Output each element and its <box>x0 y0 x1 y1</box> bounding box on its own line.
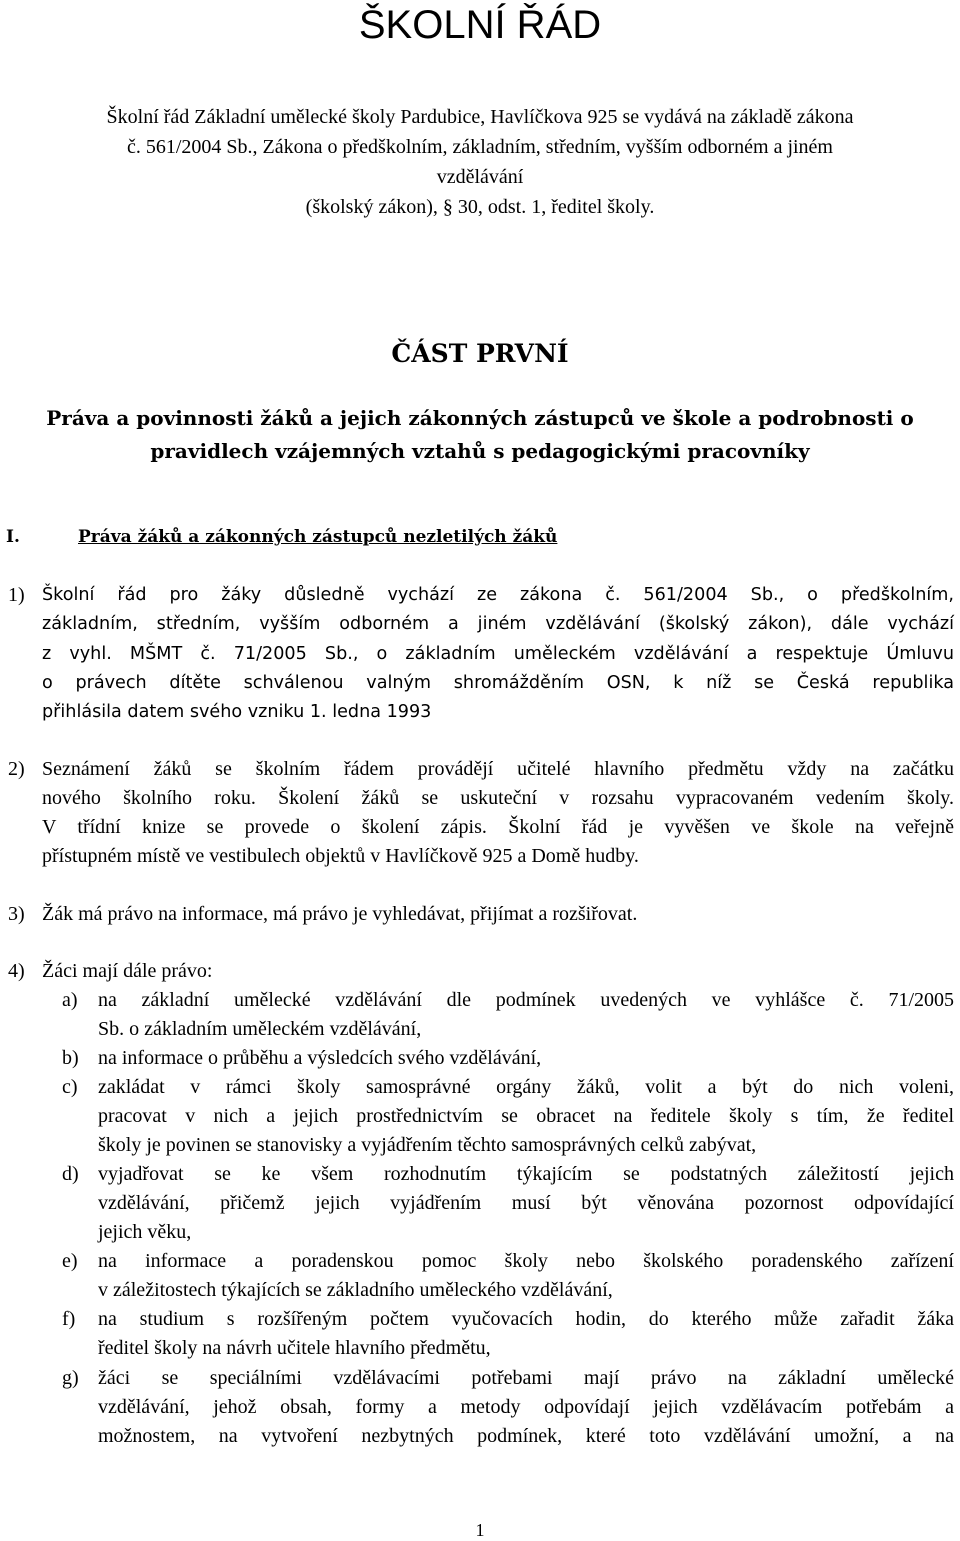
list-item-line: na informace o průběhu a výsledcích svého vzdělávání, <box>98 1047 542 1069</box>
list-item-line: vyjadřovat se ke všem rozhodnutím týkajícím se podstatných záležitostí jejich <box>98 1163 954 1185</box>
list-item-line: vzdělávání, přičemž jejich vyjádřením musí být věnována pozornost odpovídající <box>98 1192 954 1214</box>
list-item-letter: a) <box>62 989 78 1011</box>
list-item-line: v záležitostech týkajících se základního uměleckého vzdělávání, <box>98 1279 613 1301</box>
section-number: I. <box>6 527 20 547</box>
paragraph-line: V třídní knize se provede o školení zápis. Školní řád je vyvěšen ve škole na veřejně <box>42 816 954 838</box>
intro-paragraph <box>8 102 952 222</box>
section-title: Práva žáků a zákonných zástupců nezletilých žáků <box>78 527 558 547</box>
list-item-line: jejich věku, <box>98 1221 192 1243</box>
part-subtitle-line: Práva a povinnosti žáků a jejich zákonných zástupců ve škole a podrobnosti o <box>46 406 914 430</box>
part-title: ČÁST PRVNÍ <box>391 339 569 368</box>
paragraph-line: základním, středním, vyšším odborném a jiném vzdělávání (školský zákon), dále vychází <box>42 614 954 634</box>
list-item-line: zakládat v rámci školy samosprávné orgány žáků, volit a být do nich voleni, <box>98 1076 954 1098</box>
paragraph-line: Žák má právo na informace, má právo je vyhledávat, přijímat a rozšiřovat. <box>42 903 638 925</box>
list-item-line: Sb. o základním uměleckém vzdělávání, <box>98 1018 422 1040</box>
list-item-letter: c) <box>62 1076 78 1098</box>
paragraph-line: přihlásila datem svého vzniku 1. ledna 1993 <box>42 702 432 722</box>
list-item-line: školy je povinen se stanovisky a vyjádřením těchto samosprávných celků zabývat, <box>98 1134 757 1156</box>
list-item-line: na studium s rozšířeným počtem vyučovacích hodin, do kterého může zařadit žáka <box>98 1308 954 1330</box>
list-item-letter: f) <box>62 1308 76 1330</box>
paragraph-line: nového školního roku. Školení žáků se uskuteční v rozsahu vypracovaném vedením školy. <box>42 787 954 809</box>
list-item-line: pracovat v nich a jejich prostřednictvím se obracet na ředitele školy s tím, že ředitel <box>98 1105 954 1127</box>
paragraph-line: Školní řád pro žáky důsledně vychází ze zákona č. 561/2004 Sb., o předškolním, <box>42 585 954 605</box>
list-item-line: na informace a poradenskou pomoc školy nebo školského poradenského zařízení <box>98 1250 954 1272</box>
paragraph-line: z vyhl. MŠMT č. 71/2005 Sb., o základním uměleckém vzdělávání a respektuje Úmluvu <box>42 644 954 664</box>
list-item-line: možnostem, na vytvoření nezbytných podmínek, které toto vzdělávání umožní, a na <box>98 1425 954 1447</box>
intro-line: Školní řád Základní umělecké školy Pardubice, Havlíčkova 925 se vydává na základě zákona <box>106 106 854 128</box>
list-item-letter: d) <box>62 1163 79 1185</box>
document-title: ŠKOLNÍ ŘÁD <box>358 3 602 47</box>
list-item-line: žáci se speciálními vzdělávacími potřebami mají právo na základní umělecké <box>98 1367 954 1389</box>
list-item-letter: g) <box>62 1367 79 1389</box>
paragraph-line: přístupném místě ve vestibulech objektů v Havlíčkově 925 a Domě hudby. <box>42 845 639 867</box>
intro-line: (školský zákon), § 30, odst. 1, ředitel školy. <box>305 196 655 218</box>
part-subtitle-line: pravidlech vzájemných vztahů s pedagogickými pracovníky <box>150 439 810 463</box>
paragraph-line: Seznámení žáků se školním řádem provádějí učitelé hlavního předmětu vždy na začátku <box>42 758 954 780</box>
intro-line: vzdělávání <box>436 166 524 188</box>
intro-line: č. 561/2004 Sb., Zákona o předškolním, základním, středním, vyšším odborném a jiném <box>126 136 833 158</box>
paragraph-line: Žáci mají dále právo: <box>42 960 213 982</box>
list-item-line: na základní umělecké vzdělávání dle podmínek uvedených ve vyhlášce č. 71/2005 <box>98 989 954 1011</box>
paragraph-number: 3) <box>8 903 25 925</box>
paragraph-line: o právech dítěte schválenou valným shromážděním OSN, k níž se Česká republika <box>42 673 954 693</box>
part-subtitle <box>20 402 940 468</box>
list-item-letter: b) <box>62 1047 79 1069</box>
paragraph-number: 2) <box>8 758 25 780</box>
section-heading <box>6 522 946 552</box>
paragraph-number: 4) <box>8 960 25 982</box>
list-item-line: ředitel školy na návrh učitele hlavního předmětu, <box>98 1337 491 1359</box>
page-number: 1 <box>475 1520 485 1540</box>
paragraph-number: 1) <box>8 584 25 606</box>
list-item-line: vzdělávání, jehož obsah, formy a metody odpovídají jejich vzdělávacím potřebám a <box>98 1396 954 1418</box>
list-item-letter: e) <box>62 1250 78 1272</box>
